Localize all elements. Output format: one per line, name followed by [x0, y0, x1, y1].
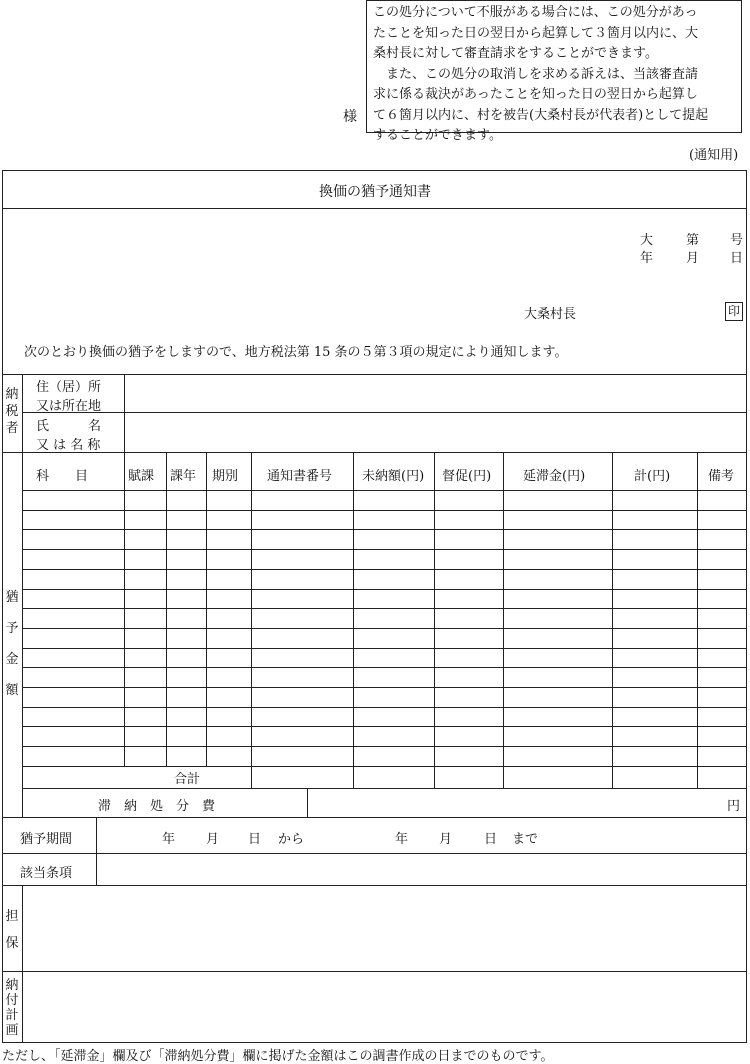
appeal-notice-line: することができます。 — [373, 128, 502, 143]
table-row-line — [22, 510, 747, 511]
appeal-notice-line: て６箇月以内に、村を被告(大桑村長が代表者)として提起 — [373, 107, 709, 123]
collateral-label: 担保 — [5, 909, 19, 951]
table-row-line — [22, 687, 747, 688]
table-row-line — [22, 746, 747, 747]
seal-mark: 印 — [725, 302, 743, 321]
taxpayer-section-label: 納税者 — [5, 387, 19, 436]
divider — [2, 452, 747, 453]
table-col-line — [503, 452, 504, 788]
col-header-notice-number: 通知書番号 — [267, 469, 333, 484]
period-to: まで — [512, 832, 539, 847]
col-header-reminder: 督促(円) — [442, 469, 492, 484]
period-to-month: 月 — [439, 832, 453, 847]
table-row-line — [22, 549, 747, 550]
usage-label: (通知用) — [689, 148, 739, 163]
period-from-day: 日 — [248, 832, 262, 847]
appeal-notice-box — [366, 0, 742, 143]
address-label: 住（居）所 — [36, 380, 102, 395]
body-text: 次のとおり換価の猶予をしますので、地方税法第 15 条の５第３項の規定により通知します。 — [24, 345, 568, 360]
period-from-month: 月 — [206, 832, 220, 847]
table-row-line — [22, 707, 747, 708]
divider — [22, 412, 747, 413]
date-month: 月 — [686, 251, 700, 266]
col-header-unpaid: 未納額(円) — [362, 469, 425, 484]
divider — [2, 853, 747, 854]
amount-section-label: 猶予金額 — [5, 590, 19, 698]
period-from: から — [278, 832, 305, 847]
table-col-line — [124, 452, 125, 766]
table-row-line — [22, 608, 747, 609]
divider — [2, 971, 747, 972]
issuer-name: 大桑村長 — [524, 307, 577, 322]
table-total-line — [22, 788, 747, 789]
appeal-notice-line: この処分について不服がある場合には、この処分があっ — [373, 5, 698, 20]
honorific: 様 — [343, 109, 357, 125]
appeal-notice-line: 求に係る裁決があったことを知った日の翌日から起算し — [373, 87, 698, 102]
table-row-line — [22, 667, 747, 668]
date-year: 年 — [640, 251, 654, 266]
appeal-notice-line: 桑村長に対して審査請求をすることができます。 — [373, 46, 658, 61]
divider — [22, 885, 23, 1042]
form-title: 換価の猶予通知書 — [319, 184, 431, 200]
divider — [2, 374, 747, 375]
table-row-line — [22, 529, 747, 530]
table-row-line — [22, 726, 747, 727]
table-col-line — [251, 452, 252, 788]
col-header-fuka: 賦課 — [128, 469, 155, 484]
divider — [2, 817, 747, 818]
col-header-kanen: 課年 — [170, 469, 197, 484]
col-header-kibetsu: 期別 — [212, 469, 239, 484]
doc-number-mid: 第 — [686, 233, 700, 248]
name-label: 氏 名 — [36, 419, 102, 434]
table-row-line — [22, 766, 747, 767]
appeal-notice-line: また、この処分の取消しを求める訴えは、当該審査請 — [386, 66, 699, 82]
clause-label: 該当条項 — [20, 866, 73, 881]
col-header-late-fee: 延滞金(円) — [523, 469, 586, 484]
col-header-subject: 科 目 — [36, 469, 89, 484]
period-label: 猶予期間 — [20, 832, 73, 847]
table-row-line — [22, 569, 747, 570]
table-col-line — [697, 452, 698, 788]
table-col-line — [434, 452, 435, 788]
divider — [22, 374, 23, 817]
table-col-line — [166, 452, 167, 766]
yen-unit: 円 — [727, 799, 741, 814]
date-day: 日 — [730, 251, 744, 266]
period-from-year: 年 — [162, 832, 176, 847]
table-row-line — [22, 648, 747, 649]
footnote: ただし、「延滞金」欄及び「滞納処分費」欄に掲げた金額はこの調書作成の日までのものです。 — [2, 1049, 554, 1064]
col-header-total: 計(円) — [634, 469, 671, 484]
table-col-line — [353, 452, 354, 788]
table-header-line — [22, 490, 747, 491]
table-col-line — [612, 452, 613, 788]
fee-col-line — [307, 788, 308, 817]
address-label-sub: 又は所在地 — [36, 399, 102, 414]
col-header-remarks: 備考 — [708, 469, 735, 484]
doc-number-prefix: 大 — [640, 233, 654, 248]
period-to-year: 年 — [395, 832, 409, 847]
divider — [2, 208, 747, 209]
payment-plan-label: 納付計画 — [5, 978, 19, 1038]
doc-number-suffix: 号 — [730, 233, 744, 248]
divider — [2, 885, 747, 886]
period-to-day: 日 — [484, 832, 498, 847]
divider — [96, 817, 97, 885]
disposal-fee-label: 滞 納 処 分 費 — [98, 799, 216, 814]
table-row-line — [22, 589, 747, 590]
table-row-line — [22, 628, 747, 629]
divider — [124, 374, 125, 452]
table-col-line — [206, 452, 207, 766]
appeal-notice-line: たことを知った日の翌日から起算して３箇月以内に、大 — [373, 25, 699, 41]
form-frame — [2, 170, 747, 1043]
name-label-sub: 又 は 名 称 — [36, 438, 101, 453]
total-row-label: 合計 — [174, 772, 201, 787]
